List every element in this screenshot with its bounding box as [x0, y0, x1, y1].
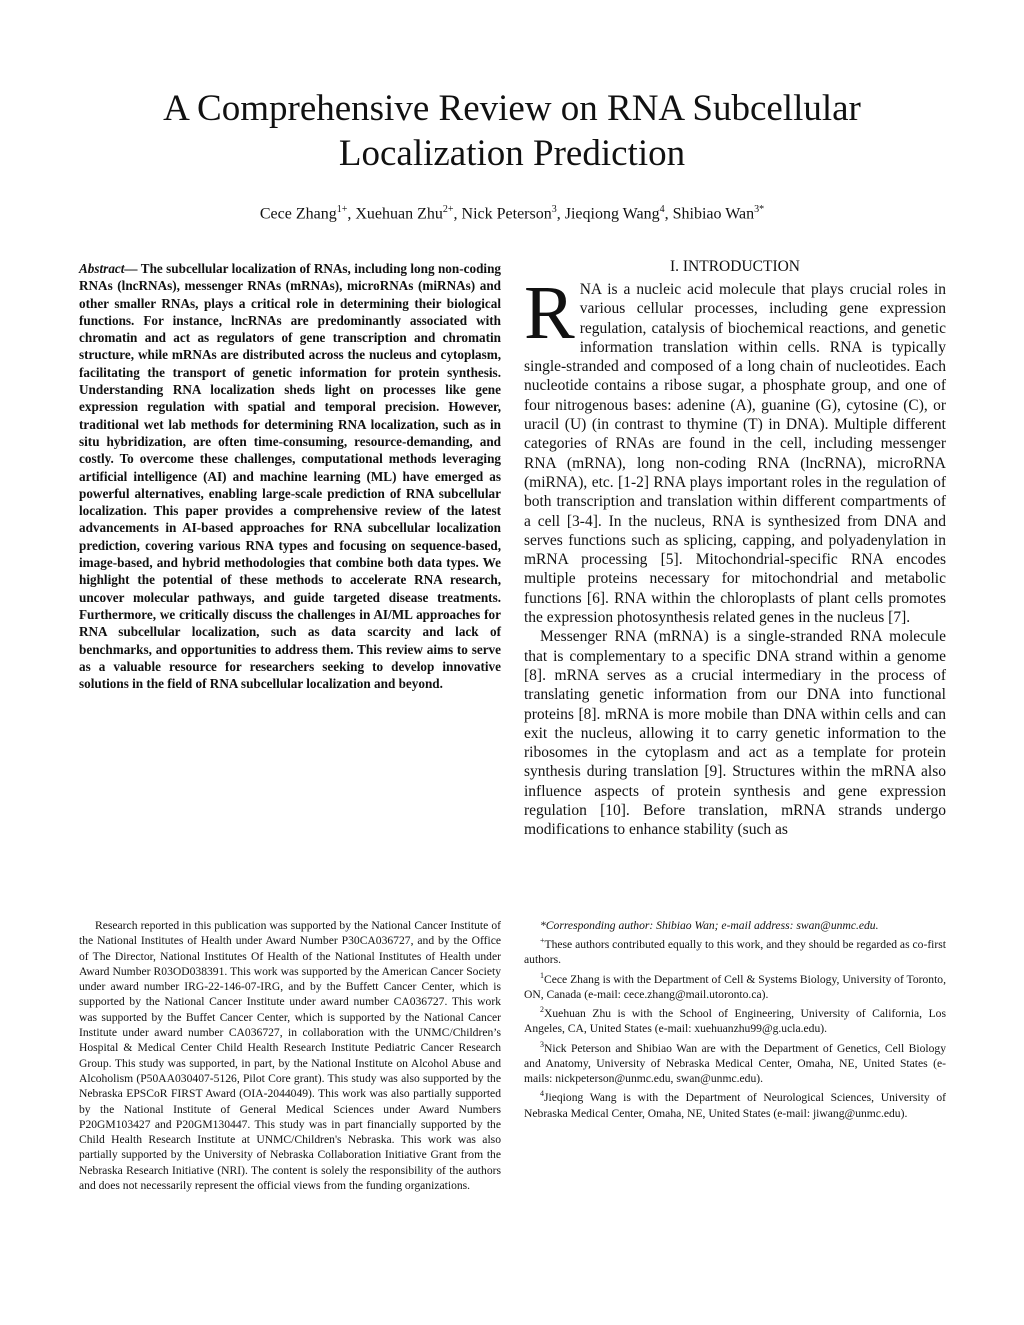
intro-paragraph-1 — [524, 271, 946, 627]
left-column — [79, 260, 501, 692]
author-name: Nick Peterson — [461, 205, 552, 223]
intro-paragraph-1-text: NA is a nucleic acid molecule that plays crucial roles in various cellular processes, including gene expression regulation, catalysis of biochemical reactions, and genetic information translation within cells. RNA is typically single-stranded and composed of a long chain of nucleotides. Each nucleotide contains a ribose sugar, a phosphate group, and one of four nitrogenous bases: adenine (A), guanine (G), cytosine (C), or uracil (U) (in contrast to thymine (T) in DNA). Multiple different categories of RNAs are found in the cell, including messenger RNA (mRNA), long non-coding RNA (lncRNA), microRNA (miRNA), etc. [1-2] RNA plays important roles in the regulation of both transcription and translation within different compartments of a cell [3-4]. In the nucleus, RNA is synthesized from DNA and serves functions such as splicing, capping, and polyadenylation in mRNA processing [5]. Mitochondrial-specific RNA encodes multiple proteins necessary for mitochondrial and metabolic functions [6]. RNA within the chloroplasts of plant cells promotes the expression photosynthesis related genes in the nucleus [7]. — [524, 281, 946, 627]
paper-title: A Comprehensive Review on RNA Subcellular Localization Prediction — [163, 88, 861, 174]
drop-cap: R — [524, 271, 575, 355]
affiliation-footnotes — [524, 918, 946, 1121]
author-separator: , — [556, 205, 565, 223]
abstract — [79, 260, 501, 692]
author-separator: , — [347, 205, 356, 223]
author-list — [80, 199, 944, 225]
footnote-mark: 2 — [540, 1005, 544, 1015]
author-mark: 3* — [754, 204, 765, 215]
author-name: Xuehuan Zhu — [355, 205, 443, 223]
funding-footnote: Research reported in this publication was supported by the National Cancer Institute of the National Institutes of Health under Award Number P30CA036727, and by the Office of The Director, National Institutes Of Health of the National Institutes of Health under Award Number R03OD038391. This work was supported by the American Cancer Society under award number IRG-22-146-07-IRG, and by the Buffett Cancer Center, which is supported by the National Cancer Institute under award number CA036727. This work was supported by the Buffet Cancer Center, which is supported by the National Cancer Institute under award number CA036727, in collaboration with the UNMC/Children’s Hospital & Medical Center Child Health Research Institute Pediatric Cancer Research Group. This study was supported, in part, by the National Institute on Alcohol Abuse and Alcoholism (P50AA030407-5126, Pilot Core grant). This study was also supported by the Nebraska EPSCoR FIRST Award (OIA-2044049). This work was also partially supported by the National Institute of General Medical Sciences under Award Numbers P20GM103427 and P20GM130447. This study was in part financially supported by the Child Health Research Institute at UNMC/Children's Nebraska. This work was also partially supported by the University of Nebraska Collaboration Initiative Grant from the Nebraska Research Initiative (NRI). The content is solely the responsibility of the authors and does not necessarily represent the official views from the funding organizations. — [79, 919, 501, 1193]
footnote-text: Cece Zhang is with the Department of Cell & Systems Biology, University of Toronto, ON, Canada (e-mail: cece.zhang@mail.utoronto.ca). — [524, 972, 946, 1001]
author-name: Shibiao Wan — [672, 205, 755, 223]
equal-contribution-note — [524, 933, 946, 967]
corresponding-author-note: *Corresponding author: Shibiao Wan; e-mail address: swan@unmc.edu. — [540, 919, 879, 932]
footnote-mark: 3 — [540, 1039, 544, 1049]
section-heading-introduction: I. INTRODUCTION — [669, 258, 800, 275]
footnote-mark: 1 — [540, 970, 544, 980]
footnote-text: Xuehuan Zhu is with the School of Engineering, University of California, Los Angeles, CA, United States (e-mail: xuehuanzhu99@g.ucla.edu). — [524, 1007, 946, 1036]
author-mark: 2+ — [442, 204, 454, 215]
affiliation-note-1 — [524, 968, 946, 1002]
abstract-label: Abstract— — [79, 261, 138, 276]
footnote-mark: 4 — [540, 1089, 544, 1099]
affiliation-note-3 — [524, 1037, 946, 1087]
author-mark: 3 — [551, 204, 557, 215]
affiliation-note-2 — [524, 1002, 946, 1036]
footnote-text: These authors contributed equally to this work, and they should be regarded as co-first authors. — [524, 938, 946, 967]
author-name: Cece Zhang — [259, 205, 337, 223]
author-mark: 4 — [659, 204, 665, 215]
author-separator: , — [664, 205, 673, 223]
footnote-mark: + — [540, 936, 545, 946]
intro-paragraph-2: Messenger RNA (mRNA) is a single-stranded RNA molecule that is complementary to a specific DNA strand within a genome [8]. mRNA serves as a crucial intermediary in the process of translating genetic information from our DNA into functional proteins [8]. mRNA is more mobile than DNA within cells and can exit the nucleus, allowing it to carry genetic information to the ribosomes in the cytoplasm and act as a template for protein synthesis during translation [9]. Structures within the mRNA also influence aspects of protein synthesis and gene expression regulation [10]. Before translation, mRNA strands undergo modifications to enhance stability (such as — [524, 628, 946, 839]
right-column — [524, 257, 946, 840]
author-separator: , — [453, 205, 462, 223]
footnote-text: Jieqiong Wang is with the Department of Neurological Sciences, University of Nebraska Medical Center, Omaha, NE, United States (e-mail: jiwang@unmc.edu). — [524, 1091, 946, 1120]
author-mark: 1+ — [336, 204, 348, 215]
abstract-text: The subcellular localization of RNAs, including long non-coding RNAs (lncRNAs), messenger RNAs (mRNAs), microRNAs (miRNAs) and other smaller RNAs, plays a critical role in determining their biological functions. For instance, lncRNAs are predominantly associated with chromatin and act as regulators of gene transcription and chromatin structure, while mRNAs are distributed across the nucleus and cytoplasm, facilitating the transport of genetic information for protein synthesis. Understanding RNA localization sheds light on processes like gene expression regulation with spatial and temporal precision. However, traditional wet lab methods for determining RNA localization, such as in situ hybridization, are often time-consuming, resource-demanding, and costly. To overcome these challenges, computational methods leveraging artificial intelligence (AI) and machine learning (ML) have emerged as powerful alternatives, enabling large-scale prediction of RNA subcellular localization. This paper provides a comprehensive review of the latest advancements in AI-based approaches for RNA subcellular localization prediction, covering various RNA types and focusing on sequence-based, image-based, and hybrid methodologies that combine both data types. We highlight the potential of these methods to accelerate RNA research, uncover molecular pathways, and guide targeted disease treatments. Furthermore, we critically discuss the challenges in AI/ML approaches for RNA subcellular localization, such as data scarcity and lack of benchmarks, and opportunities to address them. This review aims to serve as a valuable resource for researchers seeking to develop innovative solutions in the field of RNA subcellular localization and beyond. — [79, 261, 501, 692]
affiliation-note-4 — [524, 1086, 946, 1120]
author-name: Jieqiong Wang — [564, 205, 660, 223]
footnote-text: Nick Peterson and Shibiao Wan are with the Department of Genetics, Cell Biology and Anatomy, University of Nebraska Medical Center, Omaha, NE, United States (e-mails: nickpeterson@unmc.edu, swan@unmc.edu). — [524, 1041, 946, 1086]
